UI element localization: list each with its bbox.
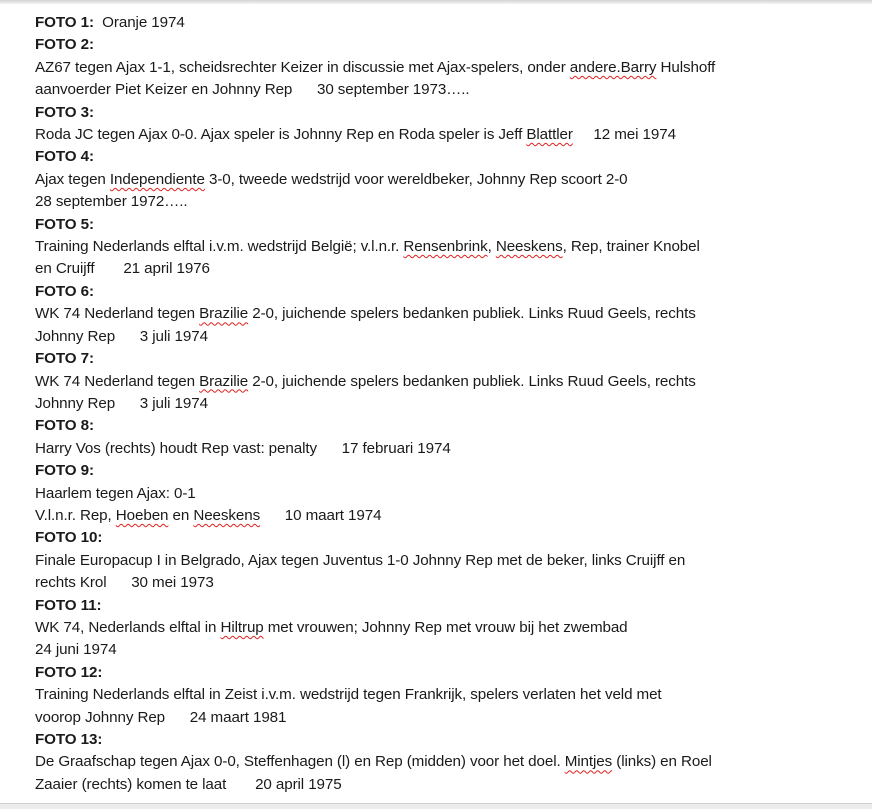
photo-caption-line [35, 258, 835, 280]
photo-label: FOTO 8: [35, 417, 94, 435]
misspelled-word[interactable]: Neeskens [193, 506, 261, 524]
photo-caption-line [35, 124, 835, 146]
caption-text: 12 mei 1974 [572, 126, 676, 144]
photo-caption-entry [35, 595, 835, 662]
caption-text: 2-0, juichende spelers bedanken publiek. Links Ruud Geels, rechts [248, 305, 696, 323]
photo-caption-heading-line [35, 12, 835, 34]
caption-text: V.l.n.r. Rep, [35, 506, 116, 524]
photo-caption-line [35, 751, 835, 773]
caption-text: 10 maart 1974 [260, 506, 382, 524]
caption-text: en [168, 506, 194, 524]
caption-text: voorop Johnny Rep 24 maart 1981 [35, 708, 287, 726]
misspelled-word[interactable]: Brazilie [199, 305, 249, 323]
caption-text: 24 juni 1974 [35, 641, 117, 659]
photo-caption-heading-line [35, 348, 835, 370]
photo-caption-heading-line [35, 102, 835, 124]
caption-text: Training Nederlands elftal in Zeist i.v.m. wedstrijd tegen Frankrijk, spelers verlaten het veld met [35, 686, 662, 704]
caption-text: Harry Vos (rechts) houdt Rep vast: penalty 17 februari 1974 [35, 439, 451, 457]
photo-caption-entry [35, 527, 835, 594]
photo-label: FOTO 11: [35, 596, 102, 614]
caption-text: Ajax tegen [35, 170, 110, 188]
photo-caption-line [35, 79, 835, 101]
caption-text: Hulshoff [656, 58, 716, 76]
photo-caption-heading-line [35, 415, 835, 437]
photo-caption-entry [35, 102, 835, 147]
photo-caption-line [35, 774, 835, 796]
photo-caption-entry [35, 146, 835, 213]
caption-text: Johnny Rep 3 juli 1974 [35, 394, 208, 412]
photo-caption-line [35, 684, 835, 706]
caption-text: Haarlem tegen Ajax: 0-1 [35, 484, 196, 502]
caption-text: Johnny Rep 3 juli 1974 [35, 327, 208, 345]
caption-text: , [487, 238, 496, 256]
photo-label: FOTO 5: [35, 215, 94, 233]
photo-caption-heading-line [35, 460, 835, 482]
photo-label: FOTO 13: [35, 731, 103, 748]
misspelled-word[interactable]: Mintjes [564, 753, 613, 771]
caption-text: Roda JC tegen Ajax 0-0. Ajax speler is Johnny Rep en Roda speler is Jeff [35, 126, 527, 144]
photo-label: FOTO 6: [35, 282, 94, 300]
photo-caption-inline-text: Oranje 1974 [93, 14, 185, 31]
photo-caption-line [35, 639, 835, 661]
photo-caption-entry [35, 281, 835, 348]
caption-text: 2-0, juichende spelers bedanken publiek. Links Ruud Geels, rechts [248, 372, 696, 390]
caption-text: De Graafschap tegen Ajax 0-0, Steffenhagen (l) en Rep (midden) voor het doel. [35, 753, 565, 771]
photo-caption-entry [35, 662, 835, 729]
photo-label: FOTO 7: [35, 350, 94, 368]
photo-caption-line [35, 57, 835, 79]
photo-caption-line [35, 572, 835, 594]
caption-text: 28 september 1972….. [35, 193, 188, 211]
misspelled-word[interactable]: Independiente [109, 170, 205, 188]
caption-text: aanvoerder Piet Keizer en Johnny Rep 30 september 1973….. [35, 81, 470, 99]
misspelled-word[interactable]: Brazilie [199, 372, 249, 390]
photo-caption-heading-line [35, 595, 835, 617]
caption-text: (links) en Roel [612, 753, 712, 771]
photo-label: FOTO 2: [35, 36, 94, 54]
photo-caption-entry [35, 460, 835, 527]
photo-caption-line [35, 371, 835, 393]
misspelled-word[interactable]: Hiltrup [220, 618, 264, 636]
caption-text: rechts Krol 30 mei 1973 [35, 574, 214, 592]
caption-text: 3-0, tweede wedstrijd voor wereldbeker, Johnny Rep scoort 2-0 [204, 170, 628, 188]
photo-caption-line [35, 617, 835, 639]
photo-caption-line [35, 393, 835, 415]
photo-caption-heading-line [35, 527, 835, 549]
caption-text: , Rep, trainer Knobel [562, 238, 700, 256]
photo-caption-heading-line [35, 281, 835, 303]
photo-caption-line [35, 550, 835, 572]
photo-caption-line [35, 505, 835, 527]
photo-label: FOTO 1: [35, 14, 94, 31]
caption-text: met vrouwen; Johnny Rep met vrouw bij het zwembad [263, 618, 628, 636]
caption-text: AZ67 tegen Ajax 1-1, scheidsrechter Keizer in discussie met Ajax-spelers, onder [35, 58, 570, 76]
photo-caption-entry [35, 34, 835, 101]
photo-caption-heading-line [35, 146, 835, 168]
photo-caption-line [35, 438, 835, 460]
photo-caption-heading-line [35, 662, 835, 684]
photo-caption-entry [35, 214, 835, 281]
photo-caption-line [35, 236, 835, 258]
photo-caption-line [35, 169, 835, 191]
caption-text: Zaaier (rechts) komen te laat 20 april 1975 [35, 775, 342, 793]
caption-text: WK 74 Nederland tegen [35, 305, 200, 323]
caption-text: WK 74, Nederlands elftal in [35, 618, 221, 636]
photo-caption-entry [35, 348, 835, 415]
photo-caption-entry [35, 12, 835, 34]
caption-text: WK 74 Nederland tegen [35, 372, 200, 390]
photo-caption-entry [35, 415, 835, 460]
photo-caption-line [35, 303, 835, 325]
misspelled-word[interactable]: Rensenbrink [403, 238, 488, 256]
misspelled-word[interactable]: andere.Barry [569, 58, 657, 76]
misspelled-word[interactable]: Neeskens [495, 238, 563, 256]
photo-caption-line [35, 191, 835, 213]
photo-label: FOTO 3: [35, 103, 94, 121]
photo-label: FOTO 4: [35, 148, 94, 166]
photo-caption-heading-line [35, 34, 835, 56]
photo-label: FOTO 12: [35, 663, 103, 681]
page-bottom-edge [0, 803, 872, 809]
caption-text: Finale Europacup I in Belgrado, Ajax tegen Juventus 1-0 Johnny Rep met de beker, links Cruijff en [35, 551, 686, 569]
page-top-edge [0, 0, 872, 4]
photo-caption-heading-line [35, 214, 835, 236]
misspelled-word[interactable]: Blattler [526, 126, 573, 144]
photo-label: FOTO 9: [35, 462, 94, 480]
caption-text: en Cruijff 21 april 1976 [35, 260, 210, 278]
photo-caption-heading-line [35, 729, 835, 751]
photo-caption-line [35, 707, 835, 729]
photo-label: FOTO 10: [35, 529, 103, 547]
photo-caption-line [35, 326, 835, 348]
photo-caption-line [35, 483, 835, 505]
misspelled-word[interactable]: Hoeben [115, 506, 169, 524]
caption-text: Training Nederlands elftal i.v.m. wedstrijd België; v.l.n.r. [35, 238, 404, 256]
document-page[interactable] [35, 12, 835, 796]
photo-caption-entry [35, 729, 835, 796]
